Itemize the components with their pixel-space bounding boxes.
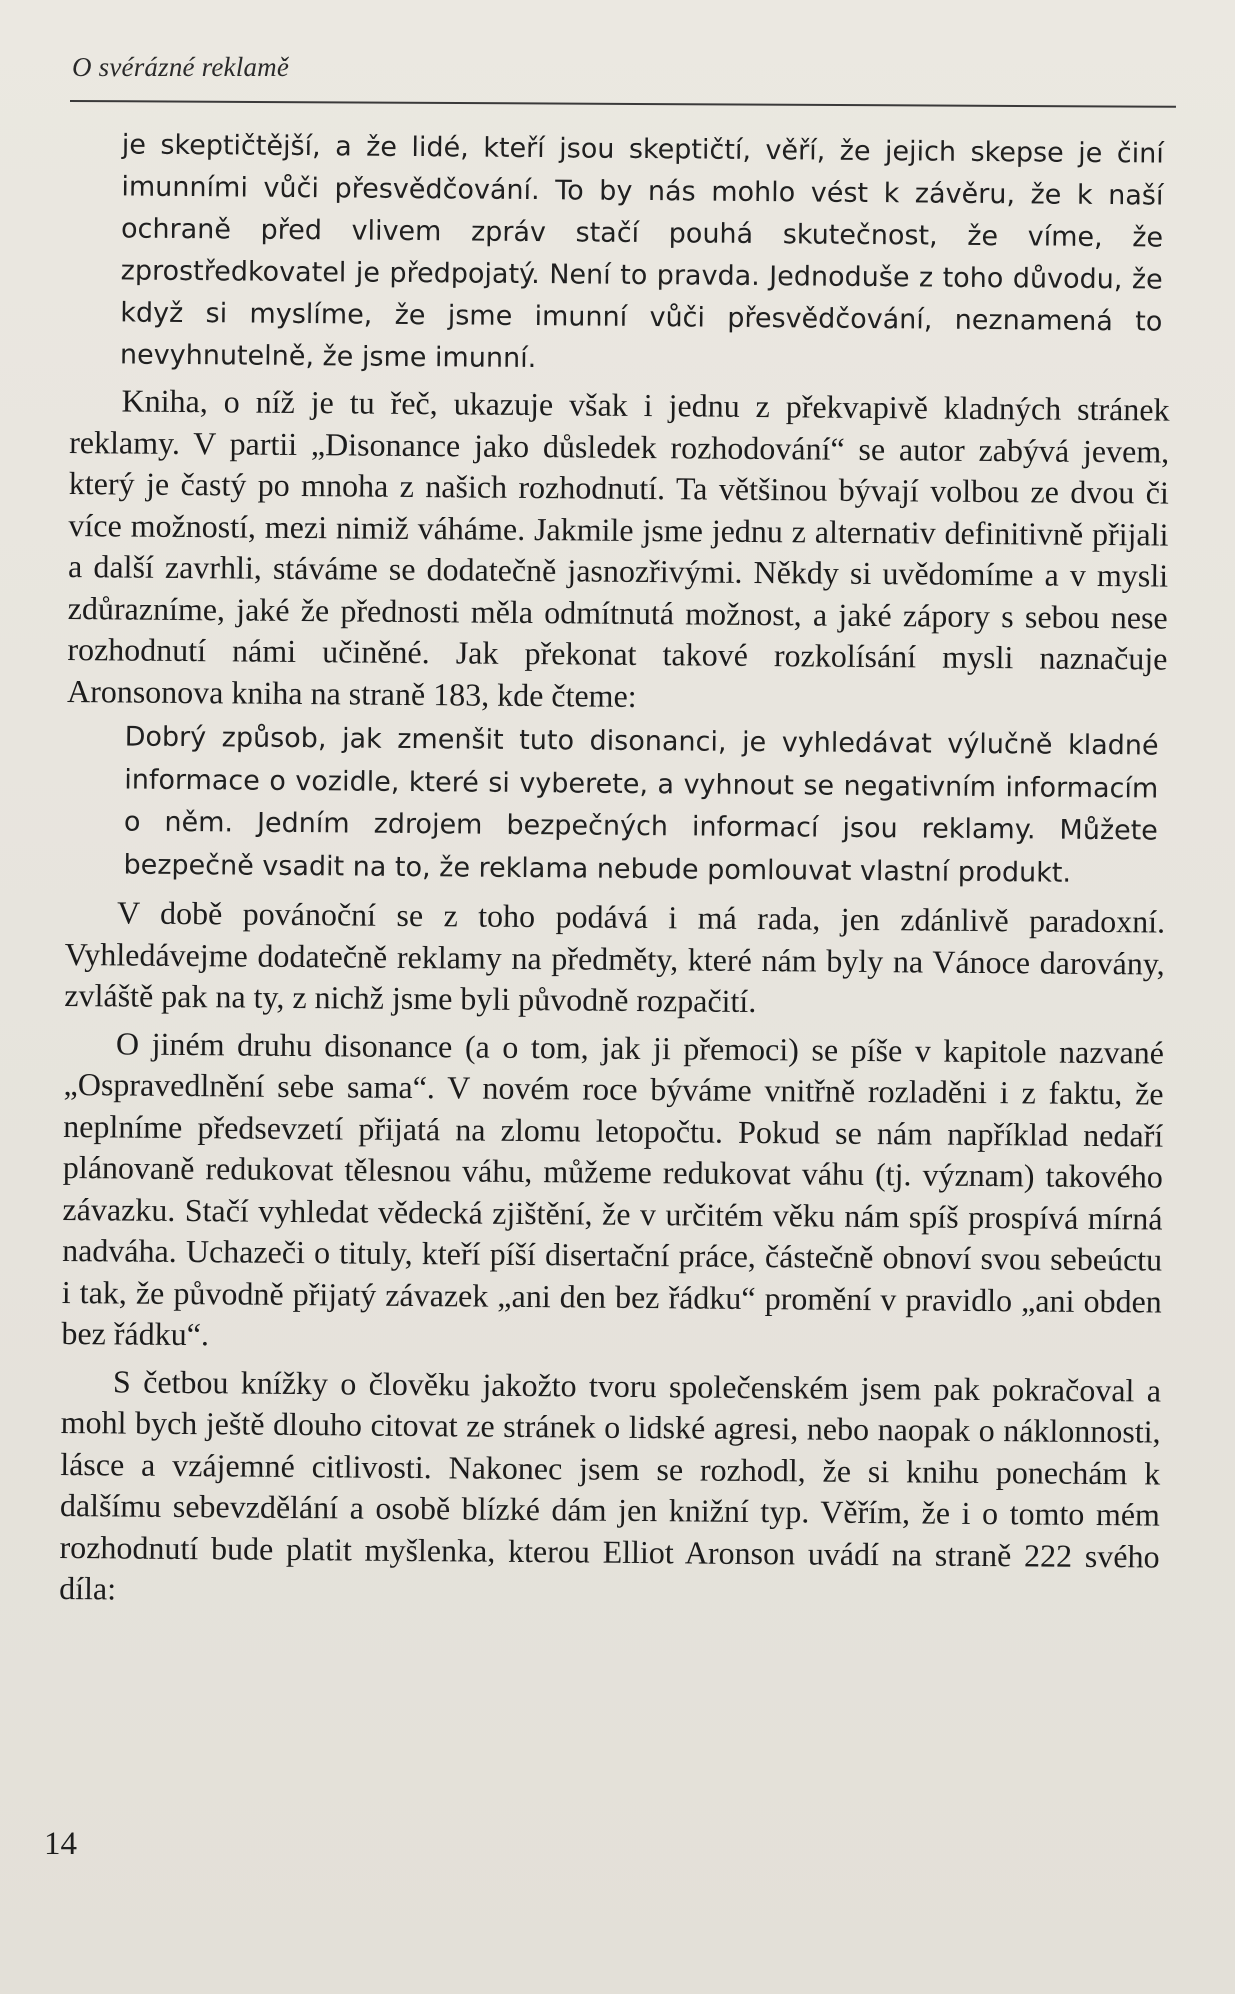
paragraph-5: S četbou knížky o člověku jakožto tvoru společenském jsem pak pokračoval a mohl bych ještě dlouho citovat ze stránek o lidské agresi, nebo naopak o náklonnosti, lásce a vzájemné citlivosti. Nakonec jsem se rozhodl, že si knihu ponechám k dalšímu sebevzdělání a osobě blízké dám jen knižní typ. Věřím, že i o tomto mém rozhodnutí bude platit myšlenka, kterou Elliot Aronson uvádí na straně 222 svého díla: — [59, 1362, 1162, 1607]
paragraph-2: Kniha, o níž je tu řeč, ukazuje však i jednu z překvapivě kladných stránek reklamy. V partii „Disonance jako důsledek rozhodování“ se autor zabývá jevem, který je častý po mnoha z našich rozhodnutí. Ta většinou bývají volbou ze dvou či více možností, mezi nimiž váháme. Jakmile jsme jednu z alternativ definitivně přijali a další zavrhli, stáváme se dodatečně jasnozřivými. Někdy si uvědomíme a v mysli zdůrazníme, jaké že přednosti měla odmítnutá možnost, a jaké zápory s sebou nese rozhodnutí námi učiněné. Jak překonat takové rozkolísání mysli naznačuje Aronsonova kniha na straně 183, kde čteme: — [66, 382, 1170, 714]
page-body — [59, 124, 1172, 1619]
paragraph-1: je skeptičtější, a že lidé, kteří jsou skeptičtí, věří, že jejich skepse je činí imunními vůči přesvědčování. To by nás mohlo vést k závěru, že k naší ochraně před vlivem zpráv stačí pouhá skutečnost, že víme, že zprostředkovatel je předpojatý. Není to pravda. Jednoduše z toho důvodu, že když si myslíme, že jsme imunní vůči přesvědčování, neznamená to nevyhnutelně, že jsme imunní. — [119, 129, 1164, 375]
block-quote: Dobrý způsob, jak zmenšit tuto disonanci, je vyhledávat výlučně kladné informace o vozidle, které si vyberete, a vyhnout se negativním informacím o něm. Jedním zdrojem bezpečných informací jsou reklamy. Můžete bezpečně vsadit na to, že reklama nebude pomlouvat vlastní produkt. — [123, 721, 1159, 889]
paragraph-4: O jiném druhu disonance (a o tom, jak ji přemoci) se píše v kapitole nazvané „Ospravedlnění sebe sama“. V novém roce býváme vnitřně rozladěni i z faktu, že neplníme předsevzetí přijatá na zlomu letopočtu. Pokud se nám například nedaří plánovaně redukovat tělesnou váhu, můžeme redukovat váhu (tj. význam) takového závazku. Stačí vyhledat vědecká zjištění, že v určitém věku nám spíš prospívá mírná nadváha. Uchazeči o tituly, kteří píší disertační práce, částečně obnoví svou sebeúctu i tak, že původně přijatý závazek „ani den bez řádku“ promění v pravidlo „ani obden bez řádku“. — [61, 1024, 1165, 1353]
running-title: O svérázné reklamě — [72, 52, 290, 82]
page-number: 14 — [44, 1826, 77, 1862]
paragraph-3: V době povánoční se z toho podává i má rada, jen zdánlivě paradoxní. Vyhledávejme dodatečně reklamy na předměty, které nám byly na Vánoce darovány, zvláště pak na ty, z nichž jsme byli původně rozpačití. — [64, 894, 1166, 1020]
header-rule — [70, 100, 1176, 108]
